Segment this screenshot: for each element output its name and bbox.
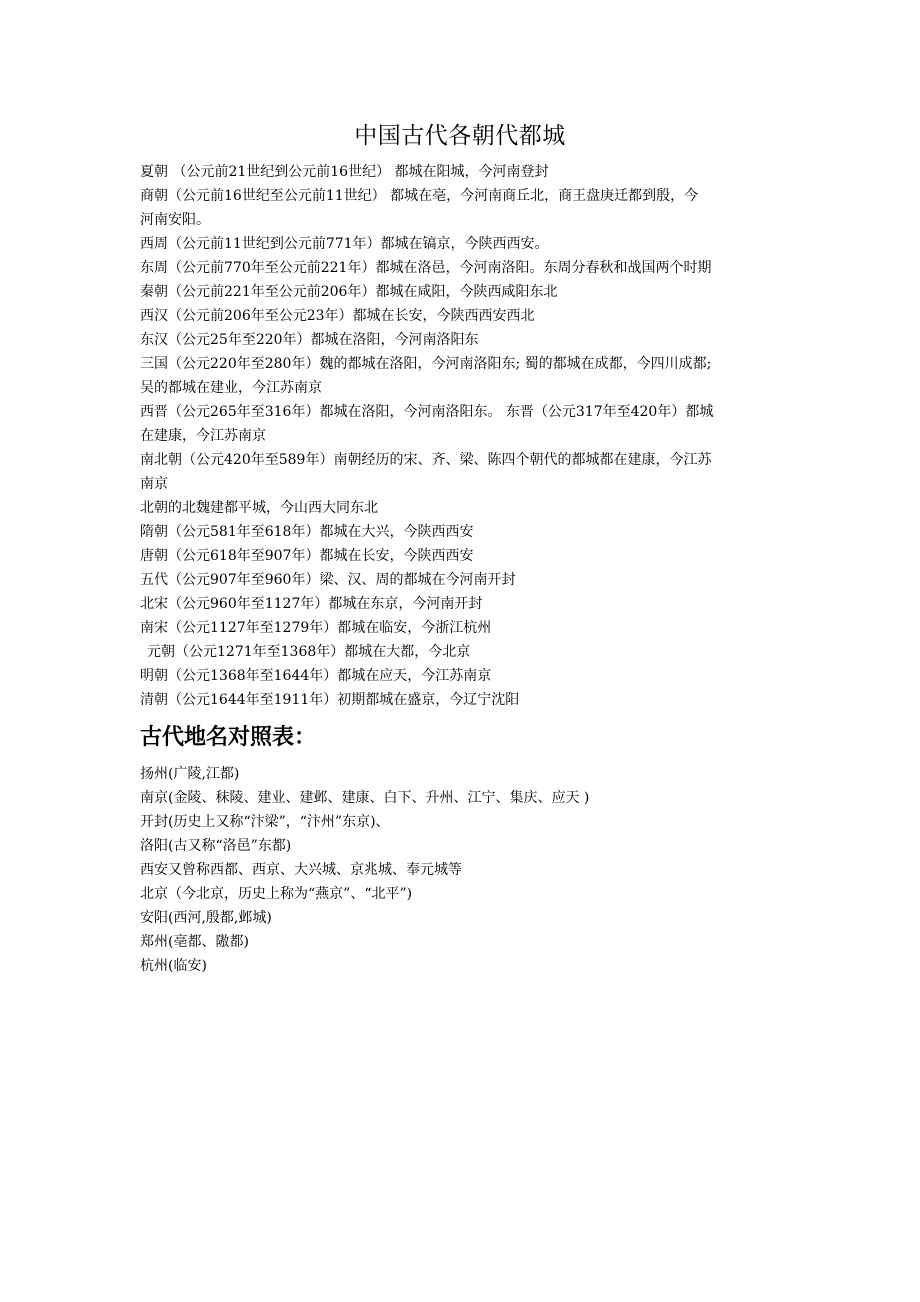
text-line: 北朝的北魏建都平城，今山西大同东北 — [140, 500, 378, 516]
text-line: 在建康，今江苏南京 — [140, 428, 266, 444]
list-item: 北京（今北京，历史上称为“燕京”、“北平”) — [140, 886, 413, 902]
list-item: 开封(历史上又称“汴梁”，“汴州”东京)、 — [140, 814, 390, 830]
text-line: 夏朝 （公元前21世纪到公元前16世纪） 都城在阳城，今河南登封 — [140, 164, 549, 180]
text-line: 隋朝（公元581年至618年）都城在大兴，今陕西西安 — [140, 524, 474, 540]
text-line: 北宋（公元960年至1127年）都城在东京，今河南开封 — [140, 596, 483, 612]
list-item: 杭州(临安) — [140, 958, 207, 974]
text-line: 商朝（公元前16世纪至公元前11世纪） 都城在亳，今河南商丘北，商王盘庚迁都到殷，今 — [140, 188, 699, 204]
list-item: 郑州(亳都、隞都) — [140, 934, 249, 950]
text-line: 三国（公元220年至280年）魏的都城在洛阳，今河南洛阳东; 蜀的都城在成都，今四川成都; — [140, 356, 712, 372]
text-line: 元朝（公元1271年至1368年）都城在大都，今北京 — [147, 644, 471, 660]
list-item: 安阳(西河,殷都,邺城) — [140, 910, 272, 926]
list-item: 扬州(广陵,江都) — [140, 766, 240, 782]
text-line: 河南安阳。 — [140, 212, 210, 228]
list-item: 洛阳(古又称“洛邑”东都) — [140, 838, 292, 854]
text-line: 西晋（公元265年至316年）都城在洛阳，今河南洛阳东。 东晋（公元317年至420年）都城 — [140, 404, 714, 420]
place-names-list — [140, 762, 790, 978]
section-heading: 古代地名对照表： — [140, 725, 317, 750]
text-line: 清朝（公元1644年至1911年）初期都城在盛京，今辽宁沈阳 — [140, 692, 520, 708]
text-line: 明朝（公元1368年至1644年）都城在应天，今江苏南京 — [140, 668, 492, 684]
text-line: 唐朝（公元618年至907年）都城在长安，今陕西西安 — [140, 548, 474, 564]
list-item: 西安又曾称西都、西京、大兴城、京兆城、奉元城等 — [140, 862, 462, 878]
text-line: 东周（公元前770年至公元前221年）都城在洛邑，今河南洛阳。东周分春秋和战国两个时期 — [140, 260, 712, 276]
dynasty-capitals-list — [140, 160, 790, 712]
document-title: 中国古代各朝代都城 — [354, 123, 566, 149]
text-line: 五代（公元907年至960年）梁、汉、周的都城在今河南开封 — [140, 572, 516, 588]
text-line: 南宋（公元1127年至1279年）都城在临安，今浙江杭州 — [140, 620, 492, 636]
text-line: 东汉（公元25年至220年）都城在洛阳，今河南洛阳东 — [140, 332, 479, 348]
text-line: 西周（公元前11世纪到公元前771年）都城在镐京，今陕西西安。 — [140, 236, 549, 252]
list-item: 南京(金陵、秣陵、建业、建邺、建康、白下、升州、江宁、集庆、应天 ) — [140, 790, 590, 806]
text-line: 秦朝（公元前221年至公元前206年）都城在咸阳，今陕西咸阳东北 — [140, 284, 558, 300]
text-line: 吴的都城在建业，今江苏南京 — [140, 380, 322, 396]
text-line: 西汉（公元前206年至公元23年）都城在长安，今陕西西安西北 — [140, 308, 535, 324]
text-line: 南京 — [140, 476, 168, 492]
text-line: 南北朝（公元420年至589年）南朝经历的宋、齐、梁、陈四个朝代的都城都在建康，今江苏 — [140, 452, 712, 468]
